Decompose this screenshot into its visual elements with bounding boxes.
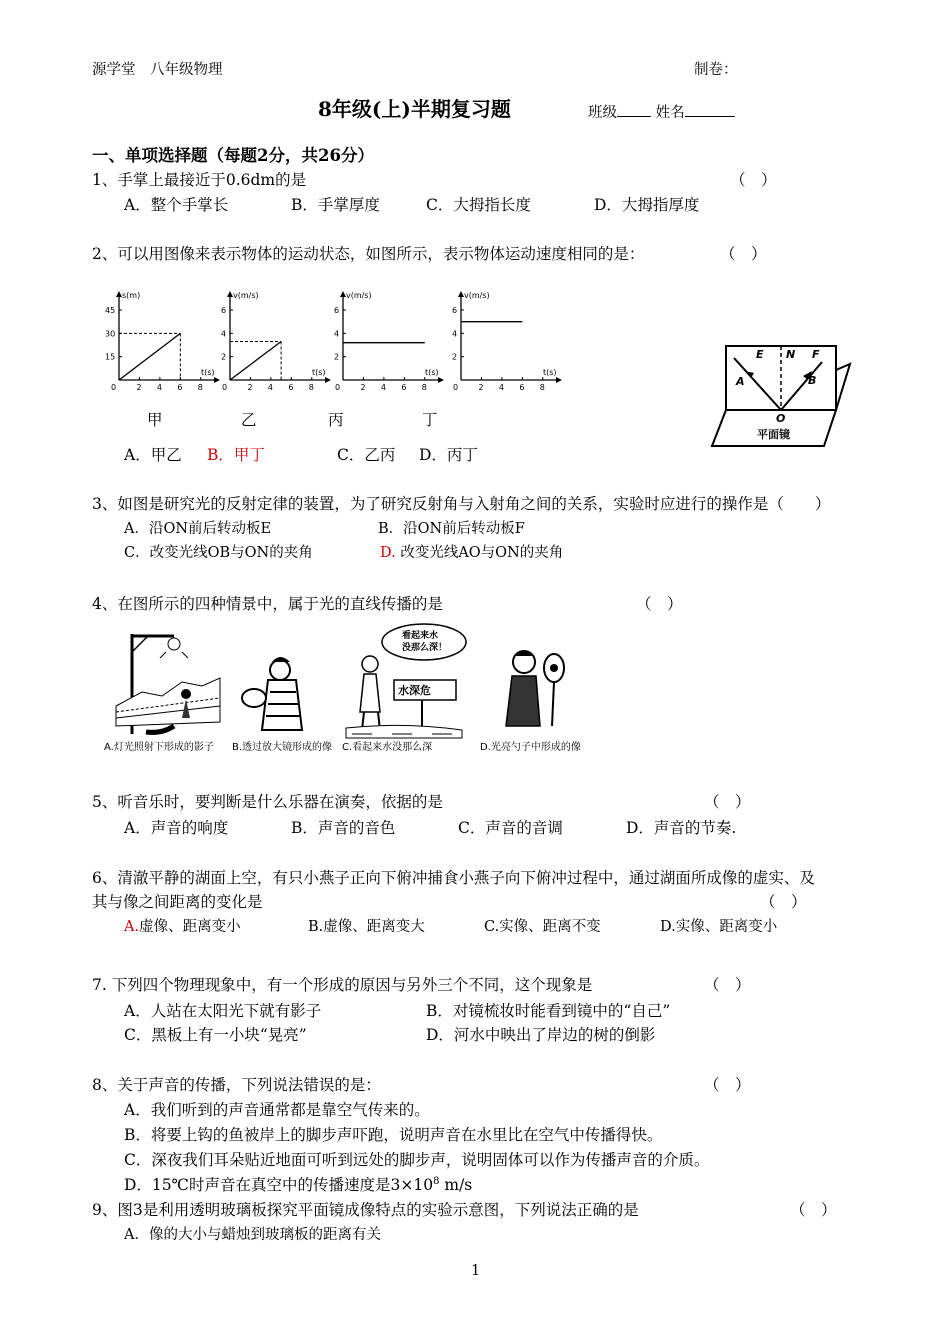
y-tick-label: 6 xyxy=(334,306,340,315)
q9-stem: 9、图3是利用透明玻璃板探究平面镜成像特点的实验示意图，下列说法正确的是 xyxy=(92,1201,639,1219)
x-tick-label: 2 xyxy=(478,383,484,392)
name-blank[interactable] xyxy=(685,102,735,117)
q8-option-b[interactable]: B．将要上钩的鱼被岸上的脚步声吓跑，说明声音在水里比在空气中传播得快。 xyxy=(124,1126,663,1144)
y-tick-label: 4 xyxy=(452,329,458,339)
x-axis-label: t(s) xyxy=(201,368,215,377)
class-blank[interactable] xyxy=(617,102,651,117)
q8-stem: 8、关于声音的传播，下列说法错误的是： xyxy=(92,1076,381,1094)
graph-label-bing: 丙 xyxy=(328,411,344,429)
q6-option-d[interactable]: D.实像、距离变小 xyxy=(660,919,778,935)
mirror-label-n: N xyxy=(786,348,796,361)
q6-option-c[interactable]: C.实像、距离不变 xyxy=(484,919,601,935)
graph-label-ding: 丁 xyxy=(422,411,438,429)
reflection-apparatus-figure xyxy=(704,340,854,452)
q4-caption-c: C.看起来水没那么深 xyxy=(342,742,433,753)
q1-answer-bracket[interactable]: （ ） xyxy=(730,171,777,189)
q5-option-a[interactable]: A．声音的响度 xyxy=(124,819,229,837)
x-tick-label: 6 xyxy=(288,383,294,392)
scene-magnifier xyxy=(232,657,332,753)
q6-option-a[interactable]: A.虚像、距离变小 xyxy=(124,919,241,935)
series-line xyxy=(119,333,180,380)
q5-option-b[interactable]: B．声音的音色 xyxy=(291,819,396,837)
q4-caption-a: A.灯光照射下形成的影子 xyxy=(104,742,214,753)
mirror-label-f: F xyxy=(812,348,820,361)
y-tick-label: 4 xyxy=(334,329,340,339)
q4-sign-text: 水深危 xyxy=(398,684,431,697)
scene-lamp-shadow xyxy=(104,634,220,753)
x-tick-label: 8 xyxy=(197,383,203,392)
q5-option-c[interactable]: C．声音的音调 xyxy=(458,819,563,837)
q5-option-d[interactable]: D．声音的节奏. xyxy=(626,819,737,837)
y-tick-label: 6 xyxy=(221,306,227,315)
q3-option-a[interactable]: A．沿ON前后转动板E xyxy=(124,521,272,537)
graph-jia xyxy=(105,291,220,392)
q4-scenes xyxy=(102,622,592,762)
q3-option-b[interactable]: B．沿ON前后转动板F xyxy=(378,521,525,537)
q1-option-a[interactable]: A．整个手掌长 xyxy=(124,196,229,214)
q7-option-d[interactable]: D．河水中映出了岸边的树的倒影 xyxy=(426,1026,656,1044)
y-axis-label: s(m) xyxy=(122,291,141,300)
class-name-line xyxy=(588,102,735,122)
q1-option-d[interactable]: D．大拇指厚度 xyxy=(594,196,700,214)
y-tick-label: 2 xyxy=(452,352,458,362)
x-tick-label: 4 xyxy=(267,383,273,392)
x-tick-label: 2 xyxy=(360,383,366,392)
x-tick-label: 2 xyxy=(247,383,253,392)
x-tick-label: 6 xyxy=(401,383,407,392)
q1-option-b[interactable]: B．手掌厚度 xyxy=(291,196,380,214)
q2-option-c[interactable]: C．乙丙 xyxy=(337,446,396,464)
y-tick-label: 45 xyxy=(105,306,116,315)
q4-stem: 4、在图所示的四种情景中，属于光的直线传播的是 xyxy=(92,595,443,613)
q2-stem: 2、可以用图像来表示物体的运动状态，如图所示，表示物体运动速度相同的是： xyxy=(92,245,645,263)
mirror-label-e: E xyxy=(756,348,764,361)
mirror-label-o: O xyxy=(776,412,786,425)
q8-option-c[interactable]: C．深夜我们耳朵贴近地面可听到远处的脚步声，说明固体可以作为传播声音的介质。 xyxy=(124,1151,710,1169)
q3-stem: 3、如图是研究光的反射定律的装置，为了研究反射角与入射角之间的关系，实验时应进行的操作是（ ） xyxy=(92,495,831,513)
q7-option-c[interactable]: C．黑板上有一小块“晃亮” xyxy=(124,1026,307,1044)
q1-option-c[interactable]: C．大拇指长度 xyxy=(426,196,531,214)
x-arrow xyxy=(214,377,220,383)
q6-stem-line2: 其与像之间距离的变化是 xyxy=(92,893,263,911)
scene-spoon xyxy=(480,651,581,753)
y-tick-label: 30 xyxy=(105,329,116,339)
origin-label: 0 xyxy=(335,383,341,392)
y-tick-label: 2 xyxy=(221,352,227,362)
y-tick-label: 15 xyxy=(105,352,116,362)
q4-bubble-line1: 看起来水 xyxy=(402,631,439,641)
q1-stem: 1、手掌上最接近于0.6dm的是 xyxy=(92,171,307,189)
q6-option-a-text: 虚像、距离变小 xyxy=(139,919,241,935)
q2-option-b[interactable]: B．甲丁 xyxy=(207,446,265,464)
q9-option-a[interactable]: A．像的大小与蜡烛到玻璃板的距离有关 xyxy=(124,1227,381,1243)
header-left: 源学堂 八年级物理 xyxy=(92,62,223,78)
mirror-label-b: B xyxy=(808,374,817,387)
x-tick-label: 8 xyxy=(308,383,314,392)
q7-option-b[interactable]: B．对镜梳妆时能看到镜中的“自己” xyxy=(426,1002,671,1020)
q8-option-d-sup: 8 xyxy=(433,1176,440,1187)
q2-option-d[interactable]: D．丙丁 xyxy=(419,446,478,464)
graph-label-yi: 乙 xyxy=(241,411,257,429)
x-tick-label: 6 xyxy=(519,383,525,392)
origin-label: 0 xyxy=(453,383,459,392)
q3-option-c[interactable]: C．改变光线OB与ON的夹角 xyxy=(124,545,313,561)
q2-option-a[interactable]: A．甲乙 xyxy=(124,446,182,464)
series-line xyxy=(230,342,281,381)
graph-bing xyxy=(334,291,444,392)
q6-option-b[interactable]: B.虚像、距离变大 xyxy=(308,919,425,935)
x-axis-label: t(s) xyxy=(425,368,439,377)
y-tick-label: 2 xyxy=(334,352,340,362)
y-axis-label: v(m/s) xyxy=(233,291,259,300)
mirror-label-a: A xyxy=(736,375,745,388)
y-tick-label: 6 xyxy=(452,306,458,315)
x-axis-label: t(s) xyxy=(312,368,326,377)
mirror-caption: 平面镜 xyxy=(757,428,790,441)
x-tick-label: 2 xyxy=(136,383,142,392)
x-tick-label: 8 xyxy=(421,383,427,392)
q4-caption-d: D.光亮勺子中形成的像 xyxy=(480,742,581,753)
y-tick-label: 4 xyxy=(221,329,227,339)
q5-stem: 5、听音乐时，要判断是什么乐器在演奏，依据的是 xyxy=(92,793,443,811)
q7-answer-bracket[interactable]: （ ） xyxy=(704,976,751,994)
q8-option-d[interactable] xyxy=(124,1176,472,1195)
y-axis-label: v(m/s) xyxy=(464,291,490,300)
q5-answer-bracket[interactable]: （ ） xyxy=(704,793,751,811)
graph-label-jia: 甲 xyxy=(147,411,163,429)
q8-option-a[interactable]: A．我们听到的声音通常都是靠空气传来的。 xyxy=(124,1101,430,1119)
origin-label: 0 xyxy=(111,383,117,392)
q3-option-d[interactable]: D. 改变光线AO与ON的夹角 xyxy=(380,545,564,561)
x-tick-label: 4 xyxy=(380,383,386,392)
section-heading: 一、单项选择题（每题2分，共26分） xyxy=(92,146,374,165)
q7-stem: 7. 下列四个物理现象中，有一个形成的原因与另外三个不同，这个现象是 xyxy=(92,976,593,994)
x-arrow xyxy=(556,377,562,383)
graph-yi xyxy=(221,291,331,392)
page-number: 1 xyxy=(471,1263,481,1279)
x-tick-label: 4 xyxy=(498,383,504,392)
x-arrow xyxy=(325,377,331,383)
origin-label: 0 xyxy=(222,383,228,392)
y-axis-label: v(m/s) xyxy=(346,291,372,300)
x-tick-label: 8 xyxy=(539,383,545,392)
page-title: 8年级(上)半期复习题 xyxy=(318,97,511,121)
x-tick-label: 4 xyxy=(156,383,162,392)
class-label: 班级 xyxy=(588,105,617,121)
q6-answer-bracket[interactable]: （ ） xyxy=(760,893,807,911)
q9-answer-bracket[interactable]: （ ） xyxy=(790,1201,837,1219)
scene-water-depth xyxy=(342,624,466,753)
q8-option-d-unit: m/s xyxy=(439,1176,473,1195)
q2-answer-bracket[interactable]: （ ） xyxy=(720,245,767,263)
q6-stem-line1: 6、清澈平静的湖面上空，有只小燕子正向下俯冲捕食小燕子向下俯冲过程中，通过湖面所成像的虚实、及 xyxy=(92,869,815,887)
x-arrow xyxy=(438,377,444,383)
q3-option-d-text: 改变光线AO与ON的夹角 xyxy=(400,545,564,561)
q7-option-a[interactable]: A．人站在太阳光下就有影子 xyxy=(124,1002,322,1020)
q2-graphs xyxy=(95,286,575,396)
x-axis-label: t(s) xyxy=(543,368,557,377)
header-right: 制卷： xyxy=(694,62,738,78)
q8-option-d-main: D．15℃时声音在真空中的传播速度是3×10 xyxy=(124,1176,434,1195)
graph-ding xyxy=(452,291,562,392)
q8-answer-bracket[interactable]: （ ） xyxy=(704,1076,751,1094)
name-label: 姓名 xyxy=(655,105,685,121)
q4-bubble-line2: 没那么深！ xyxy=(402,643,448,653)
q4-answer-bracket[interactable]: （ ） xyxy=(636,595,683,613)
q4-caption-b: B.透过放大镜形成的像 xyxy=(232,742,333,753)
x-tick-label: 6 xyxy=(177,383,183,392)
